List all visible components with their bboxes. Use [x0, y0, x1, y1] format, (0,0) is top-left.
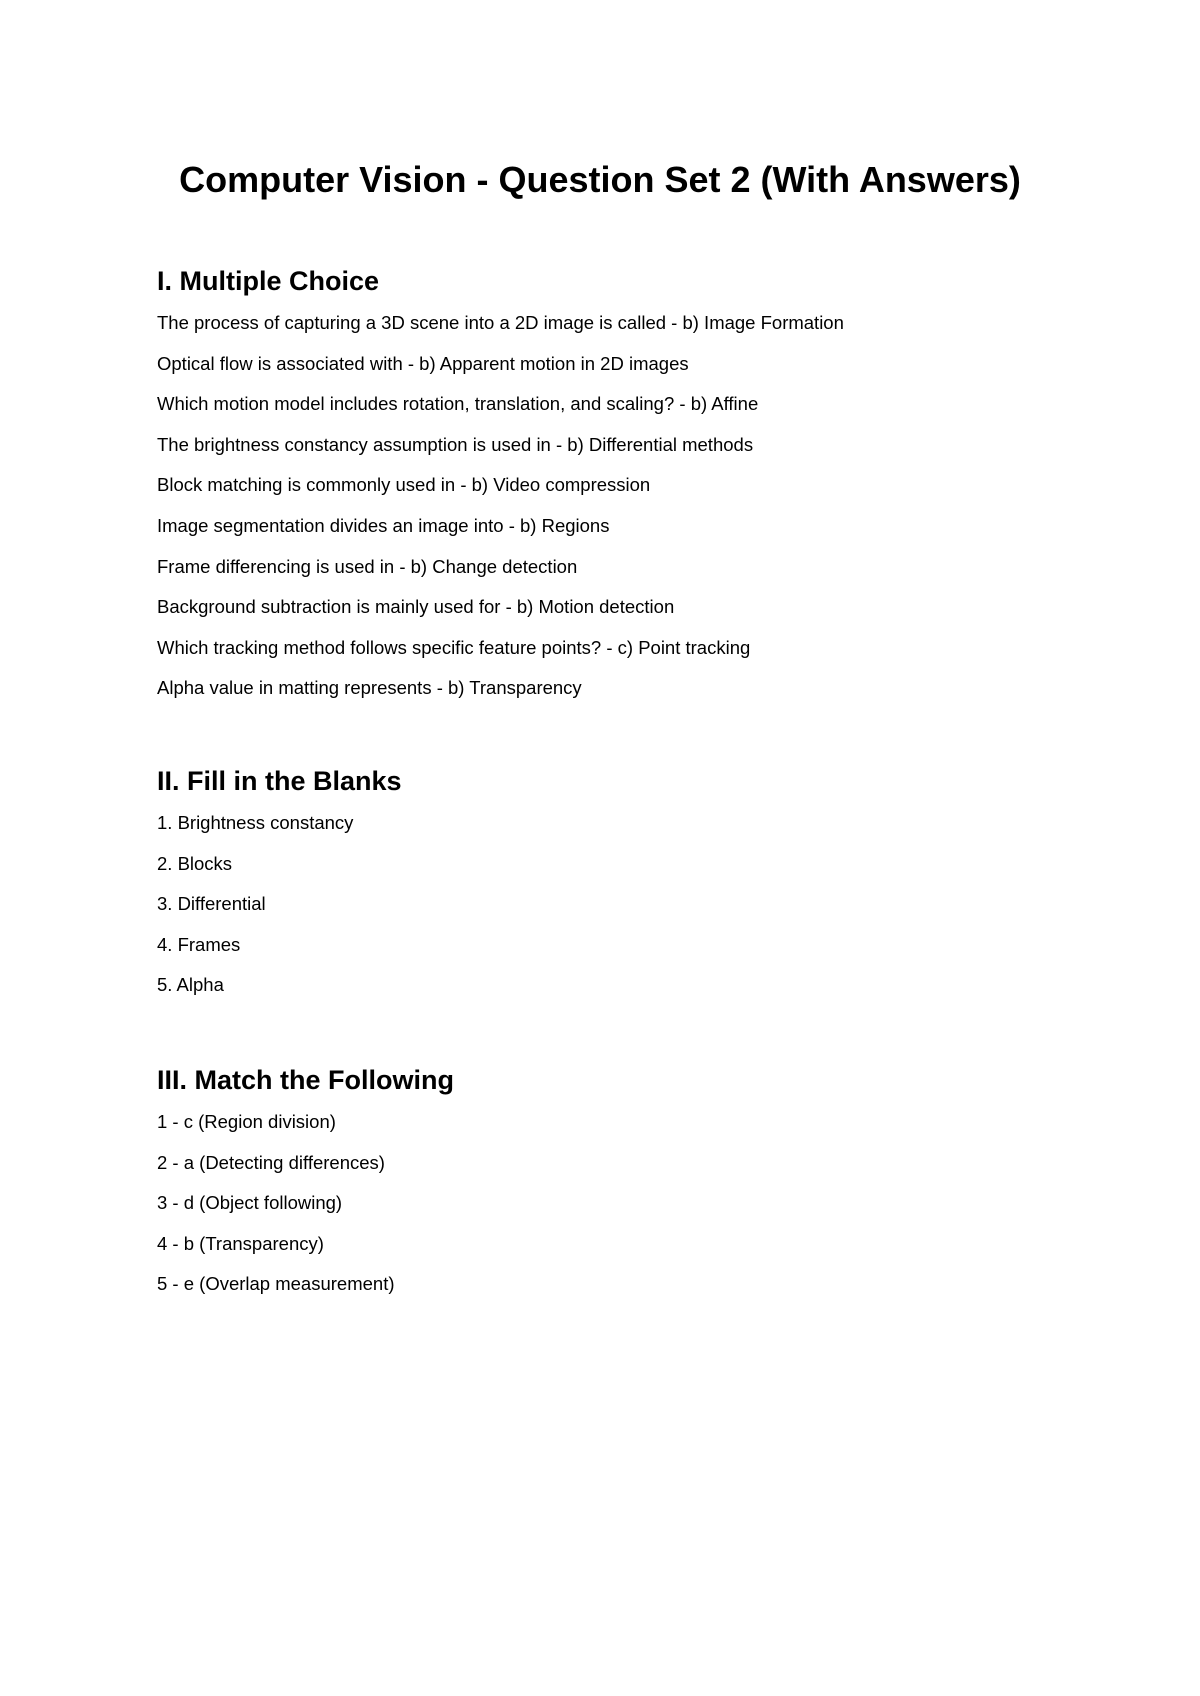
list-item: 5 - e (Overlap measurement)	[157, 1273, 395, 1295]
list-item: 4. Frames	[157, 933, 241, 955]
list-item: Block matching is commonly used in - b) Video compression	[157, 474, 651, 496]
list-item: Background subtraction is mainly used for - b) Motion detection	[157, 596, 675, 618]
answer-list	[157, 312, 1117, 699]
list-item: The process of capturing a 3D scene into a 2D image is called - b) Image Formation	[157, 312, 844, 333]
answer-list	[157, 812, 1117, 996]
list-item: Alpha value in matting represents - b) Transparency	[157, 677, 582, 699]
list-item: 1 - c (Region division)	[157, 1111, 336, 1132]
list-item: Which motion model includes rotation, translation, and scaling? - b) Affine	[157, 393, 759, 415]
answer-list	[157, 1111, 1117, 1295]
list-item: Optical flow is associated with - b) Apparent motion in 2D images	[157, 352, 689, 374]
list-item: 2 - a (Detecting differences)	[157, 1151, 385, 1173]
list-item: Frame differencing is used in - b) Change detection	[157, 555, 578, 577]
section-heading: I. Multiple Choice	[157, 266, 380, 296]
section-fill-in-the-blanks	[157, 764, 1117, 1015]
list-item: 1. Brightness constancy	[157, 812, 354, 833]
section-heading: III. Match the Following	[157, 1065, 454, 1095]
section-multiple-choice	[157, 264, 1117, 718]
list-item: 3 - d (Object following)	[157, 1192, 343, 1214]
list-item: 3. Differential	[157, 893, 266, 915]
list-item: Which tracking method follows specific feature points? - c) Point tracking	[157, 636, 751, 658]
list-item: 5. Alpha	[157, 974, 224, 996]
section-heading: II. Fill in the Blanks	[157, 766, 402, 796]
list-item: 2. Blocks	[157, 852, 233, 874]
list-item: The brightness constancy assumption is used in - b) Differential methods	[157, 433, 754, 455]
page-title: Computer Vision - Question Set 2 (With Answers)	[179, 159, 1021, 200]
list-item: Image segmentation divides an image into - b) Regions	[157, 514, 610, 536]
section-match-the-following	[157, 1063, 1117, 1314]
list-item: 4 - b (Transparency)	[157, 1232, 324, 1254]
